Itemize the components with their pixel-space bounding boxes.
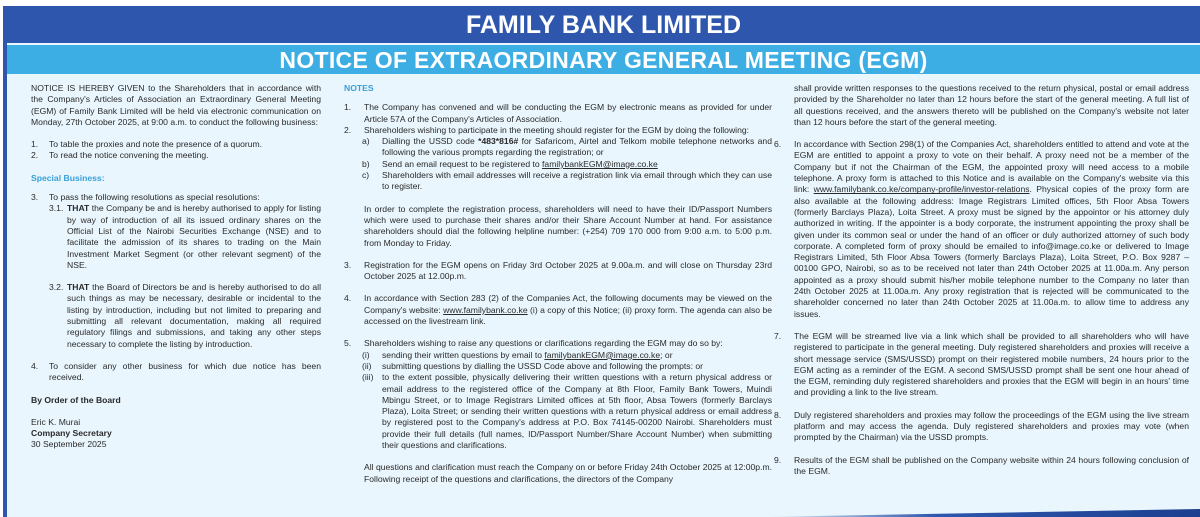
notes-continued-column [774,83,1189,477]
decorative-swoosh [760,509,1200,517]
website-link[interactable]: www.familybank.co.ke [443,304,528,315]
item-text: to the extent possible, physically delivering their written questions with a return physical address or email address to the registered office of the Company at 8th Floor, Family Bank Towers, Muindi Mbingu Street, or to Image Registrars Limited offices at 5th floor, Absa Towers (formerly Barclays Plaza), Loita Street; or sending their written questions with a return physical address or email address by registered post to the Company's address at P.O. Box 74145-00200 Nairobi. Shareholders must provide their full details (full names, ID/Passport Number/Share Account Number) when submitting their questions and clarifications. [382,372,772,451]
resolution-text: the Company be and is hereby authorised to apply for listing by way of introduction of all its issued ordinary shares on the Official List of the Nairobi Securities Exchange (NSE) and to facilitate the admission of its shares to trading on the Main Investment Market Segment (or other relevant segment) of the NSE. [67,203,321,270]
note-6 [774,139,1189,320]
item-number: a) [362,136,370,147]
item-number: 7. [774,330,782,341]
item-text: sending their written questions by email to [382,349,545,360]
ussd-code: *483*816# [478,136,519,147]
email-link[interactable]: familybankEGM@image.co.ke [542,158,658,169]
resolution-keyword: THAT [67,203,90,214]
investor-relations-link[interactable]: www.familybank.co.ke/company-profile/investor-relations [813,184,1030,195]
item-number: 1. [344,102,352,113]
item-text: To read the notice convening the meeting. [49,150,209,161]
registration-paragraph: In order to complete the registration process, shareholders will need to have their ID/Passport Numbers which were used to purchase their shares and/or their Share Account Number at hand. For assistance shareholders should dial the following helpline number: (+254) 709 170 000 from 9:00 a.m. to 5:00 p.m. from Monday to Friday. [364,203,772,248]
item-text: (i) a copy of this Notice; (ii) proxy form. The agenda can also be accessed on the livestream link. [364,304,772,327]
notice-page [3,6,1200,517]
notes-column [344,83,772,496]
item-text: Results of the EGM shall be published on the Company website within 24 hours following conclusion of the EGM. [794,454,1189,476]
item-number: 6. [774,139,782,150]
item-text: To pass the following resolutions as special resolutions: [49,192,260,203]
note-7 [774,331,1189,399]
resolution-text: the Board of Directors be and is hereby authorised to do all such things as may be necessary, desirable or incidental to the listing by introduction, including but not limited to preparing and submitting all relevant documentation, making all required regulatory filings and submissions, and taking any other steps necessary to complete the listing by introduction. [67,282,321,349]
responses-paragraph: shall provide written responses to the questions received to the return physical, postal or email address provided by the Shareholder no later than 12 hours before the start of the general meeting. A full list of all questions received, and the answers thereto will be published on the Company's website not later than 12 hours before the start of the general meeting. [794,83,1189,127]
note-2 [344,125,772,136]
note-5 [344,338,772,349]
note-2c [362,170,772,193]
item-number: 8. [774,409,782,420]
item-text: Dialling the USSD code [382,136,479,147]
notice-date: 30 September 2025 [31,439,107,450]
email-link[interactable]: familybankEGM@image.co.ke [544,349,661,360]
item-text: The EGM will be streamed live via a link which shall be provided to all shareholders who will have registered to participate in the general meeting. Duly registered shareholders and proxies will receive a short message service (SMS/USSD) prompt on their registered mobile numbers, 24 hours prior to the EGM acting as a reminder of the EGM. A second SMS/USSD prompt shall be sent one hour ahead of the EGM, reminding duly registered shareholders and proxies that the EGM will begin in an hours' time and providing a link to the live stream. [794,330,1189,398]
item-number: 9. [774,454,782,465]
item-text: To table the proxies and note the presence of a quorum. [49,139,263,150]
questions-deadline-paragraph: All questions and clarification must reach the Company on or before Friday 24th October 2025 at 12:00p.m. Following receipt of the questions and clarifications, the directors of the Company [364,462,772,484]
item-text: ; or [660,349,673,360]
item-text: In accordance with Section 283 (2) of the Companies Act, the following documents may be viewed on the Company's website: [364,293,772,315]
note-8 [774,410,1189,444]
notice-title: NOTICE OF EXTRAORDINARY GENERAL MEETING (EGM) [7,45,1200,74]
item-number: 2. [344,124,352,135]
item-number: 5. [344,338,352,349]
item-text: To consider any other business for which due notice has been received. [49,360,321,383]
note-5iii [362,372,772,451]
item-text: In accordance with Section 298(1) of the Companies Act, shareholders entitled to attend and vote at the EGM are entitled to appoint a proxy to vote on their behalf. A proxy need not be a member of the Company but if not the Chairman of the EGM, the appointed proxy will need access to a mobile telephone. A proxy form is attached to this Notice and is available on the Company's website via this link: [794,139,1189,195]
intro-paragraph: NOTICE IS HEREBY GIVEN to the Shareholders that in accordance with the Company's Articles of Association an Extraordinary General Meeting (EGM) of Family Bank Limited will be held via electronic communication on Monday, 27th October 2025, at 9:00 a.m. to conduct the following business: [31,83,321,127]
item-text: submitting questions by dialling the USSD Code above and following the prompts: or [382,360,704,371]
item-text: Duly registered shareholders and proxies may follow the proceedings of the EGM using the live stream platform and may access the agenda. Duly registered shareholders and proxies may vote (when prompted by the Chairman) via the USSD prompts. [794,409,1189,443]
agenda-item [31,361,321,384]
agenda-item [31,139,321,150]
item-number: c) [362,170,370,181]
item-text: Shareholders wishing to raise any questions or clarifications regarding the EGM may do so by: [364,338,723,349]
signatory-name: Eric K. Murai [31,416,81,427]
bank-title: FAMILY BANK LIMITED [7,6,1200,43]
agenda-item [31,150,321,161]
item-text: . Physical copies of the proxy form are also available at the following address: Image Registrars Limited offices, 5th Floor Absa Towers (formerly Barclays Plaza), Loita Street. A proxy must be signed by the appointor or his attorney duly authorized in writing. If the appointer is a body corporate, the instrument appointing the proxy shall be given under its common seal or under the hand of an officer or duly authorized attorney of such body corporate. A completed form of proxy should be emailed to info@image.co.ke or delivered to Image Registrars Limited, 5th Floor Absa Towers (formerly Barclays Plaza), Loita Street, P.O. Box 9287 – 00100 GPO, Nairobi, so as to be received not later than 24th October 2025 at 11.00a.m. Any person appointed as a proxy should submit his/her mobile telephone number to the Company no later than 24th October 2025 at 11.00a.m. Any proxy registration that is rejected will be communicated to the shareholder concerned no later than 24th October 2025 at 11.00a.m. to allow time to address any issues. [794,184,1189,319]
item-number: 3. [344,259,352,270]
notes-heading: NOTES [344,83,374,93]
note-3 [344,260,772,283]
note-1 [344,102,772,125]
item-number: 1. [31,139,39,150]
item-number: 3. [31,192,39,203]
by-order-label: By Order of the Board [31,394,121,405]
item-number: (i) [362,349,370,360]
item-text: The Company has convened and will be conducting the EGM by electronic means as provided for under Article 57A of the Company's Articles of Association. [364,102,772,124]
item-number: b) [362,158,370,169]
item-text: Shareholders wishing to participate in the meeting should register for the EGM by doing the following: [364,124,750,135]
item-number: 2. [31,150,39,161]
item-number: 3.1. [49,203,64,214]
item-text: for Safaricom, Airtel and Telkom mobile telephone networks and following the various prompts regarding the registration; or [382,136,772,158]
item-number: 4. [344,293,352,304]
item-number: 3.2. [49,282,64,293]
item-text: Shareholders with email addresses will receive a registration link via email through which they can use to register. [382,170,772,192]
item-number: (iii) [362,372,374,383]
agenda-item [31,192,321,203]
item-number: 4. [31,360,39,371]
note-2a [362,136,772,159]
resolution-keyword: THAT [67,282,90,293]
item-text: Send an email request to be registered to [382,158,543,169]
item-number: (ii) [362,360,372,371]
note-5ii [362,361,772,372]
note-2b [362,159,772,170]
special-business-heading: Special Business: [31,172,105,183]
note-5i [362,350,772,361]
resolution-3-2 [49,282,321,350]
item-text: Registration for the EGM opens on Friday 3rd October 2025 at 9.00a.m. and will close on Thursday 23rd October 2025 at 12.00p.m. [364,259,772,282]
agenda-column [31,83,321,451]
note-9 [774,455,1189,478]
resolution-3-1 [49,203,321,271]
signatory-role: Company Secretary [31,428,112,439]
note-4 [344,293,772,327]
